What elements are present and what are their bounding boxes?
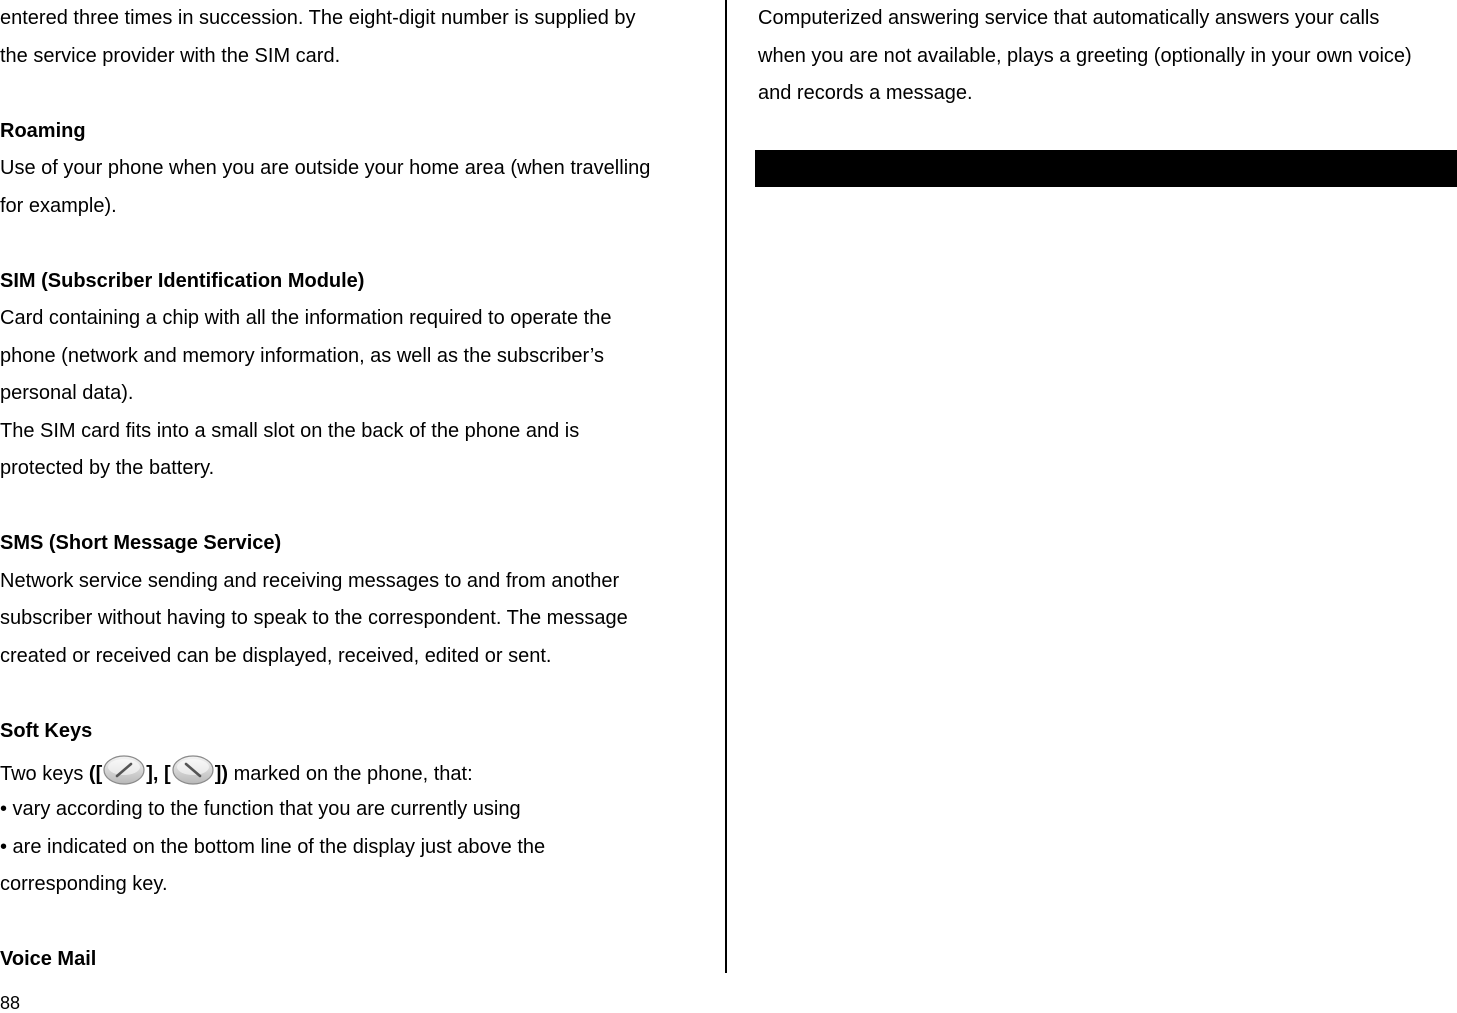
intro-line: entered three times in succession. The eight-digit number is supplied by [0, 7, 636, 29]
sim-text: The SIM card fits into a small slot on the back of the phone and is [0, 419, 580, 442]
softkeys-bullet: • are indicated on the bottom line of the display just above the [0, 835, 546, 858]
voicemail-text: and records a message. [758, 82, 973, 104]
softkeys-close-bracket: ]) [214, 763, 229, 785]
column-divider [725, 0, 727, 973]
voicemail-heading: Voice Mail [0, 948, 97, 970]
sim-text: Card containing a chip with all the information required to operate the [0, 307, 612, 329]
softkeys-mid-bracket: ], [ [146, 763, 171, 785]
softkeys-line [0, 750, 715, 791]
right-column [758, 0, 1453, 113]
intro-line: the service provider with the SIM card. [0, 44, 341, 67]
softkeys-bullet: • vary according to the function that you are currently using [0, 798, 521, 820]
page-number: 88 [0, 993, 21, 1013]
softkeys-prefix: Two keys [0, 763, 89, 785]
roaming-heading: Roaming [0, 119, 86, 142]
section-bar [755, 150, 1457, 187]
voicemail-text: Computerized answering service that automatically answers your calls [758, 7, 1380, 29]
sms-text: created or received can be displayed, received, edited or sent. [0, 644, 552, 667]
softkeys-bullet-cont: corresponding key. [0, 873, 168, 895]
sms-text: Network service sending and receiving messages to and from another [0, 569, 620, 592]
softkeys-heading: Soft Keys [0, 719, 93, 742]
sim-text: personal data). [0, 382, 134, 404]
sim-heading: SIM (Subscriber Identification Module) [0, 269, 365, 292]
voicemail-text: when you are not available, plays a greeting (optionally in your own voice) [758, 44, 1412, 67]
left-soft-key-icon [102, 754, 146, 786]
roaming-text: for example). [0, 194, 117, 217]
softkeys-suffix: marked on the phone, that: [228, 763, 473, 785]
sim-text: protected by the battery. [0, 457, 215, 479]
sms-text: subscriber without having to speak to the correspondent. The message [0, 607, 628, 629]
right-soft-key-icon [171, 754, 215, 786]
roaming-text: Use of your phone when you are outside your home area (when travelling [0, 157, 651, 179]
softkeys-open-bracket: ([ [88, 763, 103, 785]
sms-heading: SMS (Short Message Service) [0, 532, 282, 554]
sim-text: phone (network and memory information, as well as the subscriber’s [0, 344, 604, 367]
left-column [0, 0, 715, 979]
